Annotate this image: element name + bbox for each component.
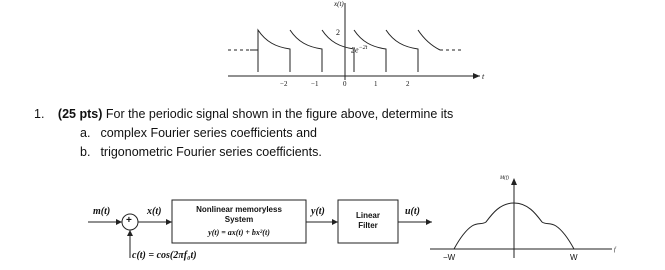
curve-label: $2e^{-2t}$	[351, 45, 368, 55]
adder-sign: +	[126, 215, 132, 226]
nonlinear-title-2: System	[224, 215, 254, 224]
nonlinear-title-1: Nonlinear memoryless	[196, 205, 282, 214]
part-b: b. trigonometric Fourier series coefficients.	[80, 145, 322, 159]
part-a: a. complex Fourier series coefficients and	[80, 126, 317, 140]
spectrum-y-label: M(f)	[500, 176, 509, 181]
m-label: m(t)	[93, 206, 111, 217]
tick-neg2: −2	[280, 80, 288, 88]
f-axis-label: f	[614, 247, 616, 253]
signal-y-label: x(t)	[334, 0, 344, 8]
nonlinear-equation: y(t) = ax(t) + bx²(t)	[208, 228, 270, 237]
tick-0: 0	[343, 80, 347, 88]
tick-1: 1	[374, 80, 378, 88]
question-prompt: For the periodic signal shown in the figure above, determine its	[105, 107, 454, 121]
filter-title-1: Linear	[355, 211, 380, 220]
question-points: (25 pts)	[57, 107, 103, 121]
tick-neg1: −1	[311, 80, 319, 88]
neg-w-label: −W	[443, 253, 456, 262]
peak-label: 2	[336, 28, 340, 37]
t-axis-label: t	[482, 72, 485, 81]
pos-w-label: W	[570, 253, 578, 262]
question-number: 1.	[34, 107, 45, 121]
y-label: y(t)	[311, 206, 325, 217]
x-label: x(t)	[147, 206, 162, 217]
filter-title-2: Filter	[358, 221, 378, 230]
u-label: u(t)	[405, 206, 420, 217]
tick-2: 2	[406, 80, 410, 88]
c-label: c(t) = cos(2πf₀t)	[132, 250, 197, 261]
